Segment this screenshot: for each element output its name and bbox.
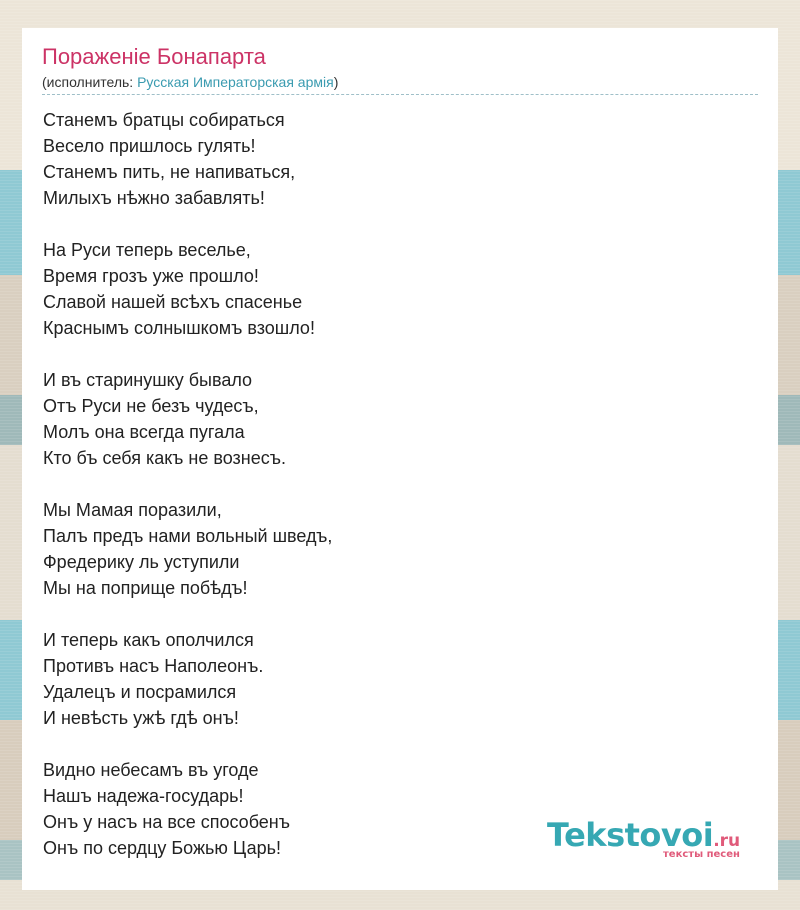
lyric-line: И теперь какъ ополчился — [43, 630, 254, 650]
lyric-line: И невѣсть ужѣ гдѣ онъ! — [43, 708, 239, 728]
brand-tagline: тексты песен — [663, 849, 740, 860]
performer-line — [42, 74, 758, 95]
stanza — [43, 107, 332, 211]
lyric-line: Станемъ пить, не напиваться, — [43, 162, 296, 182]
lyric-line: Палъ предъ нами вольный шведъ, — [43, 526, 333, 546]
lyric-line: Станемъ братцы собираться — [43, 110, 285, 130]
lyric-line: Краснымъ солнышкомъ взошло! — [43, 318, 315, 338]
lyric-line: И въ старинушку бывало — [43, 370, 253, 390]
performer-suffix: ) — [333, 74, 339, 90]
lyric-line: Мы на поприще побѣдъ! — [43, 578, 248, 598]
lyric-line: Отъ Руси не безъ чудесъ, — [43, 396, 259, 416]
lyric-line: Весело пришлось гулять! — [43, 136, 256, 156]
lyric-line: Славой нашей всѣхъ спасенье — [43, 292, 303, 312]
lyrics-card — [22, 28, 778, 890]
performer-prefix: (исполнитель: — [42, 74, 138, 90]
lyrics-body — [43, 107, 332, 887]
lyric-line: Противъ насъ Наполеонъ. — [43, 656, 264, 676]
performer-link[interactable]: Русская Императорская армія — [137, 74, 334, 90]
stanza — [43, 757, 332, 861]
lyric-line: Мы Мамая поразили, — [43, 500, 222, 520]
lyric-line: Молъ она всегда пугала — [43, 422, 245, 442]
lyric-line: Милыхъ нѣжно забавлять! — [43, 188, 265, 208]
stanza — [43, 627, 332, 731]
stanza — [43, 237, 332, 341]
site-logo[interactable] — [547, 816, 741, 860]
lyric-line: Онъ у насъ на все способенъ — [43, 812, 290, 832]
lyric-line: Онъ по сердцу Божью Царь! — [43, 838, 282, 858]
lyric-line: Фредерику ль уступили — [43, 552, 240, 572]
lyric-line: Кто бъ себя какъ не вознесъ. — [43, 448, 286, 468]
song-title: Пораженіе Бонапарта — [42, 44, 266, 69]
lyric-line: Время грозъ уже прошло! — [43, 266, 259, 286]
stanza — [43, 367, 332, 471]
brand-tld: .ru — [713, 831, 741, 851]
brand-name: Tekstovoi — [547, 816, 714, 854]
lyric-line: На Руси теперь веселье, — [43, 240, 251, 260]
lyric-line: Нашъ надежа-государь! — [43, 786, 244, 806]
stanza — [43, 497, 332, 601]
lyric-line: Удалецъ и посрамился — [43, 682, 237, 702]
lyric-line: Видно небесамъ въ угоде — [43, 760, 259, 780]
